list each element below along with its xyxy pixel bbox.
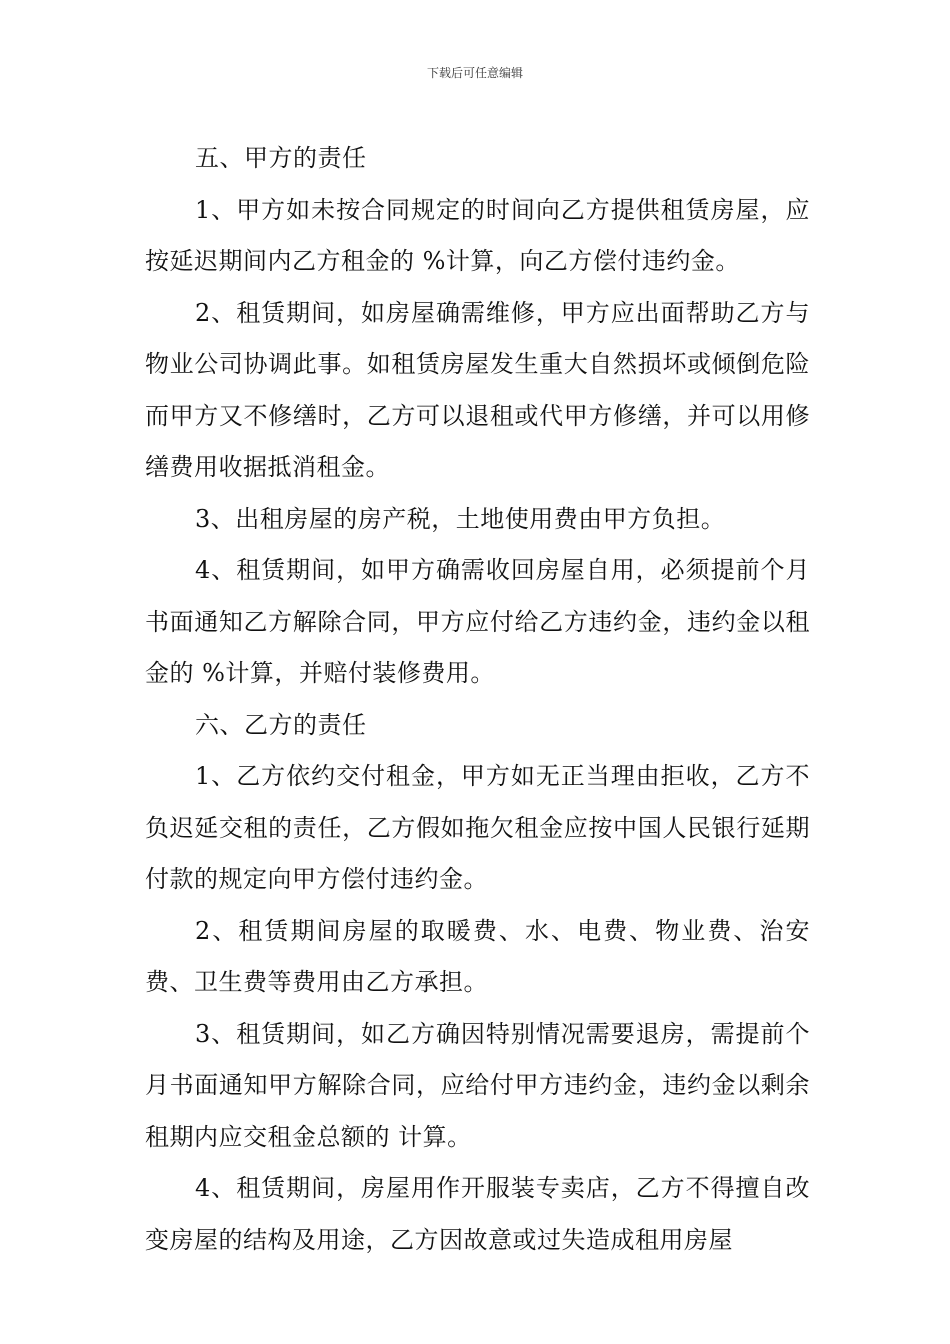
page-header: 下载后可任意编辑	[426, 66, 523, 80]
paragraph: 3、租赁期间，如乙方确因特别情况需要退房，需提前个月书面通知甲方解除合同，应给付甲方违约金，违约金以剩余租期内应交租金总额的 计算。	[145, 1019, 810, 1151]
paragraph: 2、租赁期间房屋的取暖费、水、电费、物业费、治安费、卫生费等费用由乙方承担。	[145, 916, 810, 996]
section-heading-party-b: 六、乙方的责任	[195, 710, 367, 739]
paragraph: 1、甲方如未按合同规定的时间向乙方提供租赁房屋，应按延迟期间内乙方租金的 %计算，向乙方偿付违约金。	[145, 195, 810, 275]
section-heading-party-a: 五、甲方的责任	[195, 144, 367, 172]
paragraph: 4、租赁期间，如甲方确需收回房屋自用，必须提前个月书面通知乙方解除合同，甲方应付给乙方违约金，违约金以租金的 %计算，并赔付装修费用。	[145, 556, 810, 687]
document-body	[145, 133, 810, 1266]
paragraph: 2、租赁期间，如房屋确需维修，甲方应出面帮助乙方与物业公司协调此事。如租赁房屋发生重大自然损坏或倾倒危险而甲方又不修缮时，乙方可以退租或代甲方修缮，并可以用修缮费用收据抵消租金。	[145, 298, 810, 481]
paragraph: 4、租赁期间，房屋用作开服装专卖店，乙方不得擅自改变房屋的结构及用途，乙方因故意或过失造成租用房屋	[145, 1174, 810, 1254]
paragraph: 1、乙方依约交付租金，甲方如无正当理由拒收，乙方不负迟延交租的责任，乙方假如拖欠租金应按中国人民银行延期付款的规定向甲方偿付违约金。	[145, 762, 810, 893]
paragraph: 3、出租房屋的房产税，土地使用费由甲方负担。	[195, 504, 726, 533]
